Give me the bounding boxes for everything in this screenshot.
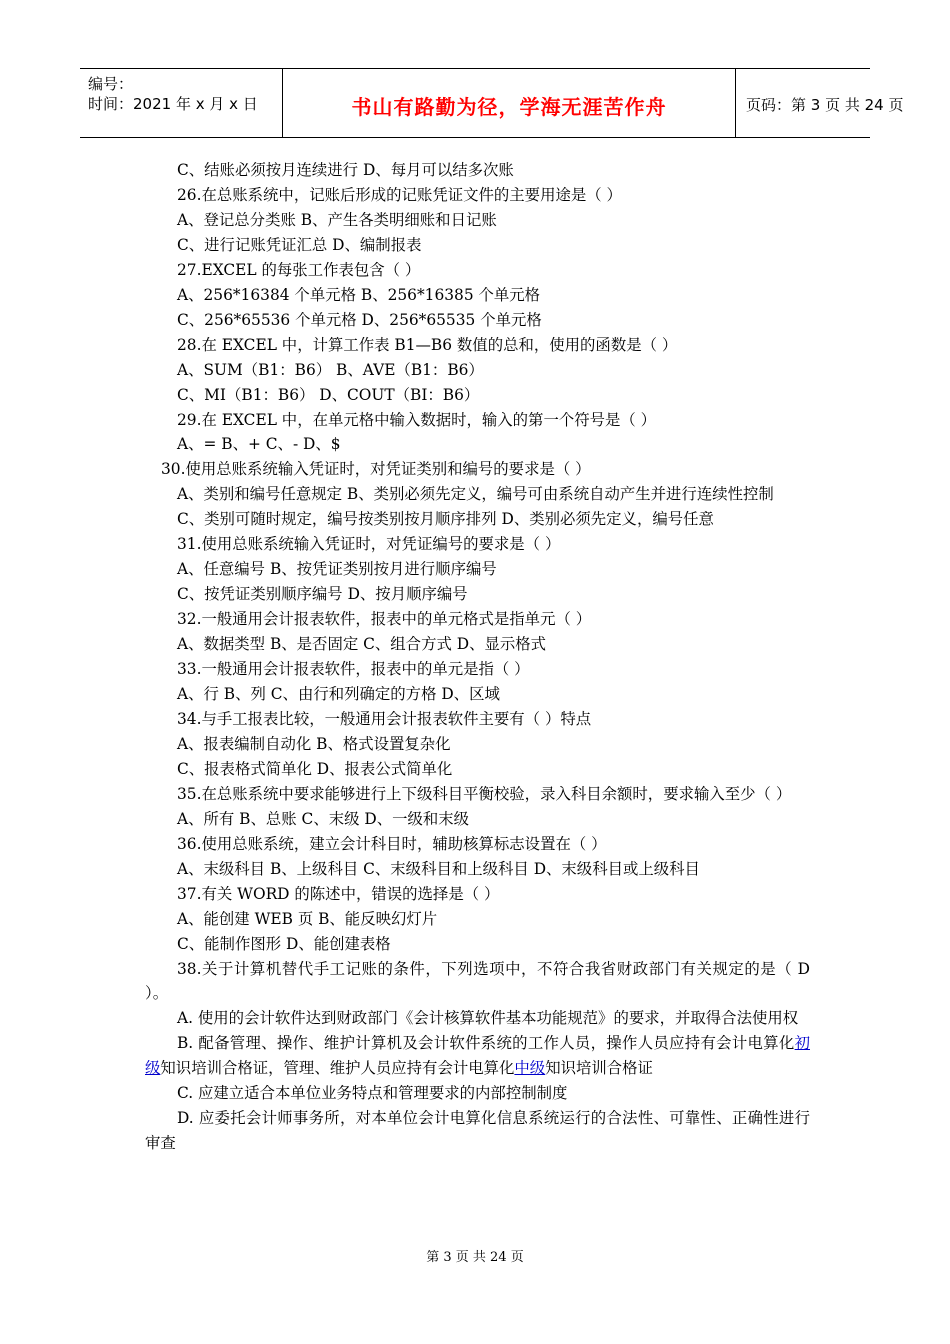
question-36: 36.使用总账系统，建立会计科目时，辅助核算标志设置在（ ）	[177, 834, 607, 853]
question-34: 34.与手工报表比较，一般通用会计报表软件主要有（ ）特点	[177, 709, 592, 728]
page-header	[80, 68, 904, 138]
question-27: 27.EXCEL 的每张工作表包含（ ）	[177, 260, 421, 279]
date-label: 时间：2021 年 x 月 x 日	[88, 95, 258, 113]
option-line: A、数据类型 B、是否固定 C、组合方式 D、显示格式	[177, 635, 547, 654]
option-line: A、报表编制自动化 B、格式设置复杂化	[177, 734, 451, 753]
question-26: 26.在总账系统中，记账后形成的记账凭证文件的主要用途是（ ）	[177, 185, 622, 204]
intermediate-level-link[interactable]: 中级	[514, 1059, 546, 1078]
header-meta-cell	[80, 69, 283, 137]
question-28: 28.在 EXCEL 中，计算工作表 B1—B6 数值的总和，使用的函数是（ ）	[177, 335, 678, 354]
question-29: 29.在 EXCEL 中，在单元格中输入数据时，输入的第一个符号是（ ）	[177, 410, 657, 429]
option-paragraph: A、类别和编号任意规定 B、类别必须先定义，编号可由系统自动产生并进行连续性控制	[177, 485, 774, 504]
option-b-text: 知识培训合格证	[545, 1059, 653, 1078]
question-38: 38.关于计算机替代手工记账的条件，下列选项中，不符合我省财政部门有关规定的是（ D ）。	[145, 959, 810, 1003]
option-line: C、类别可随时规定，编号按类别按月顺序排列 D、类别必须先定义，编号任意	[177, 510, 714, 529]
page-footer: 第 3 页 共 24 页	[426, 1250, 524, 1265]
question-33: 33.一般通用会计报表软件，报表中的单元是指（ ）	[177, 660, 530, 679]
option-line: A、= B、+ C、- D、$	[177, 435, 341, 454]
option-line: A、末级科目 B、上级科目 C、末级科目和上级科目 D、末级科目或上级科目	[177, 859, 700, 878]
option-line: C、进行记账凭证汇总 D、编制报表	[177, 235, 422, 254]
option-b-text: B. 配备管理、操作、维护计算机及会计软件系统的工作人员，操作人员应持有会计电算化	[177, 1034, 795, 1053]
motto-text: 书山有路勤为径，学海无涯苦作舟	[351, 95, 667, 119]
question-32: 32.一般通用会计报表软件，报表中的单元格式是指单元（ ）	[177, 610, 592, 629]
option-paragraph: C. 应建立适合本单位业务特点和管理要求的内部控制制度	[177, 1084, 568, 1103]
header-motto-cell	[283, 69, 736, 137]
option-paragraph-b	[145, 1031, 810, 1081]
primary-level-link[interactable]: 初级	[145, 1034, 810, 1078]
option-line: C、能制作图形 D、能创建表格	[177, 934, 391, 953]
option-line: C、结账必须按月连续进行 D、每月可以结多次账	[177, 161, 514, 179]
option-line: C、MI（B1：B6） D、COUT（BI：B6）	[177, 385, 480, 404]
option-line: A、所有 B、总账 C、末级 D、一级和末级	[177, 809, 470, 828]
page-number-info: 页码：第 3 页 共 24 页	[746, 96, 904, 114]
question-37: 37.有关 WORD 的陈述中，错误的选择是（ ）	[177, 884, 500, 903]
question-30: 30.使用总账系统输入凭证时，对凭证类别和编号的要求是（ ）	[161, 460, 591, 479]
option-line: A、行 B、列 C、由行和列确定的方格 D、区域	[177, 685, 500, 704]
option-paragraph: A. 使用的会计软件达到财政部门《会计核算软件基本功能规范》的要求，并取得合法使用权	[177, 1009, 799, 1028]
question-31: 31.使用总账系统输入凭证时，对凭证编号的要求是（ ）	[177, 535, 561, 554]
option-line: C、报表格式简单化 D、报表公式简单化	[177, 759, 453, 778]
option-line: C、256*65536 个单元格 D、256*65535 个单元格	[177, 310, 542, 329]
option-line: C、按凭证类别顺序编号 D、按月顺序编号	[177, 585, 468, 604]
question-35: 35.在总账系统中要求能够进行上下级科目平衡校验，录入科目余额时，要求输入至少（ ）	[177, 784, 792, 803]
option-b-text: 知识培训合格证，管理、维护人员应持有会计电算化	[160, 1059, 515, 1078]
serial-number-label: 编号：	[88, 75, 134, 93]
option-paragraph: D. 应委托会计师事务所，对本单位会计电算化信息系统运行的合法性、可靠性、正确性进行审查	[145, 1109, 810, 1153]
option-line: A、登记总分类账 B、产生各类明细账和日记账	[177, 210, 497, 229]
document-body	[145, 158, 810, 1156]
option-line: A、能创建 WEB 页 B、能反映幻灯片	[177, 909, 438, 928]
option-line: A、SUM（B1：B6） B、AVE（B1：B6）	[177, 360, 484, 379]
option-line: A、任意编号 B、按凭证类别按月进行顺序编号	[177, 560, 497, 579]
option-line: A、256*16384 个单元格 B、256*16385 个单元格	[177, 285, 541, 304]
header-page-cell	[736, 69, 904, 137]
